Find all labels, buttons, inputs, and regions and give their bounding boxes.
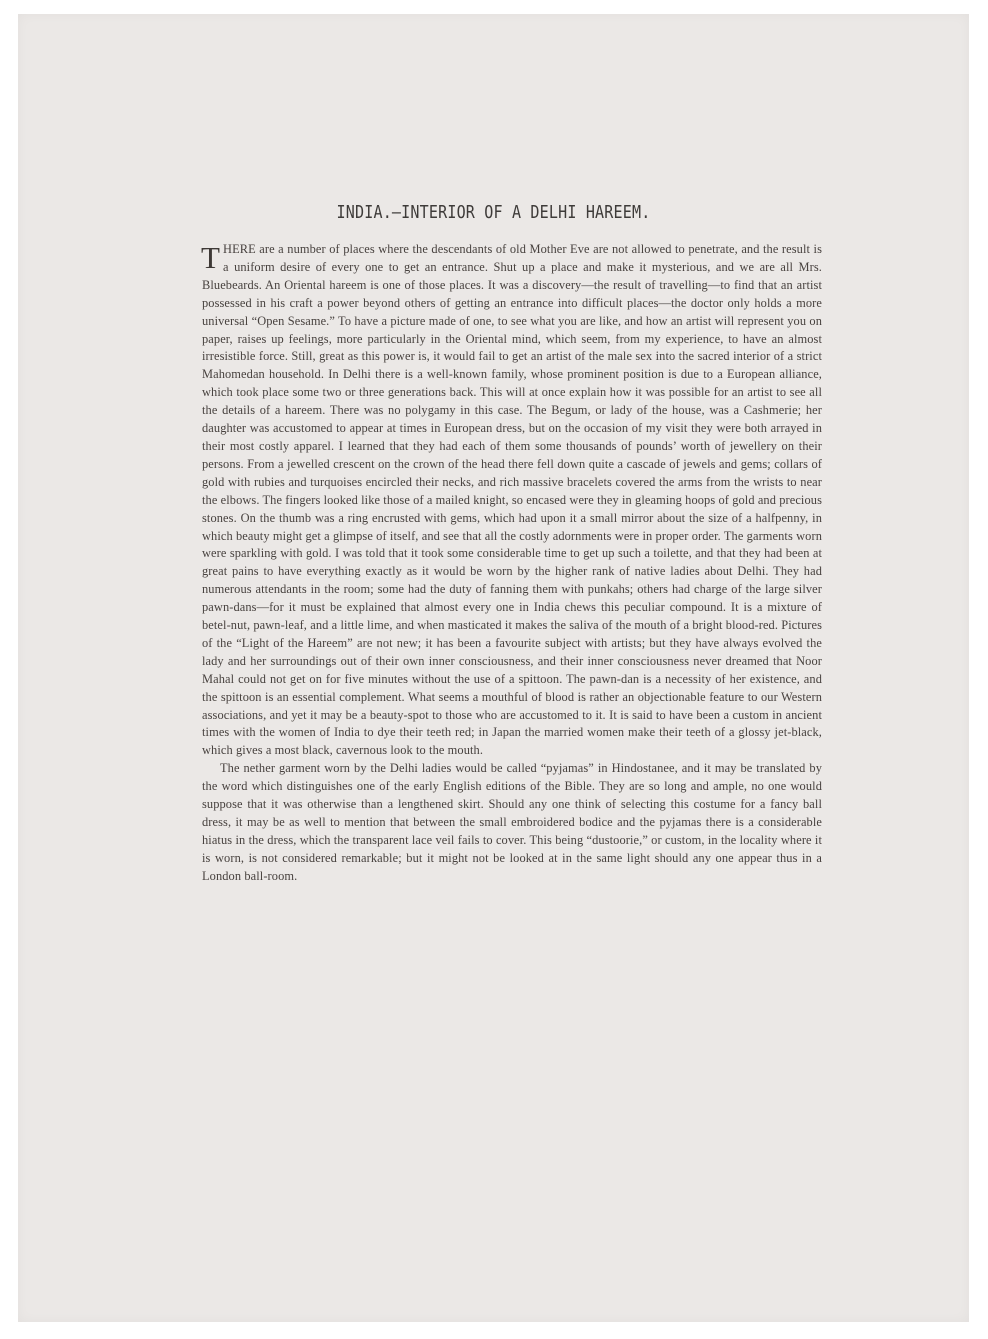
paragraph-2: The nether garment worn by the Delhi ladies would be called “pyjamas” in Hindostanee, and it may be translated by the word which distinguishes one of the early English editions of the Bible. They are so long and ample, no one would suppose that it was otherwise than a lengthened skirt. Should any one think of selecting this costume for a fancy ball dress, it may be as well to mention that between the small embroidered bodice and the pyjamas there is a considerable hiatus in the dress, which the transparent lace veil fails to cover. This being “dustoorie,” or custom, in the locality where it is worn, is not considered remarkable; but it might not be looked at in the same light should any one appear thus in a London ball-room.	[202, 761, 822, 883]
drop-cap: T	[201, 240, 221, 275]
document-page	[18, 14, 969, 1322]
page-title: INDIA.—INTERIOR OF A DELHI HAREEM.	[336, 203, 651, 223]
paragraph-1-text: HERE are a number of places where the descendants of old Mother Eve are not allowed to penetrate, and the result is a uniform desire of every one to get an entrance. Shut up a place and make it mysterious, and we are all Mrs. Bluebeards. An Oriental hareem is one of those places. It was a discovery—the result of travelling—to find that an artist possessed in his craft a power beyond others of getting an entrance into difficult places—the doctor only holds a more universal “Open Sesame.” To have a picture made of one, to see what you are like, and how an artist will represent you on paper, raises up feelings, more particularly in the Oriental mind, which seem, from my experience, to have an almost irresistible force. Still, great as this power is, it would fail to get an artist of the male sex into the sacred interior of a strict Mahomedan household. In Delhi there is a well-known family, whose prominent position is due to a European alliance, which took place some two or three generations back. This will at once explain how it was possible for an artist to see all the details of a hareem. There was no polygamy in this case. The Begum, or lady of the house, was a Cashmerie; her daughter was accustomed to appear at times in European dress, but on the occasion of my visit they were both arrayed in their most costly apparel. I learned that they had each of them some thousands of pounds’ worth of jewellery on their persons. From a jewelled crescent on the crown of the head there fell down quite a cascade of jewels and gems; collars of gold with rubies and turquoises encircled their necks, and rich massive bracelets covered the arms from the wrists to near the elbows. The fingers looked like those of a mailed knight, so encased were they in gleaming hoops of gold and precious stones. On the thumb was a ring encrusted with gems, which had upon it a small mirror about the size of a halfpenny, in which beauty might get a glimpse of itself, and see that all the costly adornments were in proper order. The garments worn were sparkling with gold. I was told that it took some considerable time to get up such a toilette, and that they had been at great pains to have everything exactly as it would be worn by the higher rank of native ladies about Delhi. They had numerous attendants in the room; some had the duty of fanning them with punkahs; others had charge of the large silver pawn-dans—for it must be explained that almost every one in India chews this peculiar compound. It is a mixture of betel-nut, pawn-leaf, and a little lime, and when masticated it makes the saliva of the mouth of a bright blood-red. Pictures of the “Light of the Hareem” are not new; it has been a favourite subject with artists; but they have always evolved the lady and her surroundings out of their own inner consciousness, and their inner consciousness never dreamed that Noor Mahal could not get on for five minutes without the use of a spittoon. The pawn-dan is a necessity of her existence, and the spittoon is an essential complement. What seems a mouthful of blood is rather an objectionable feature to our Western associations, and yet it may be a beauty-spot to those who are accustomed to it. It is said to have been a custom in ancient times with the women of India to dye their teeth red; in Japan the married women make their teeth of a glossy jet-black, which gives a most black, cavernous look to the mouth.	[202, 242, 822, 758]
article-body	[202, 241, 822, 886]
paragraph-1	[202, 241, 822, 760]
